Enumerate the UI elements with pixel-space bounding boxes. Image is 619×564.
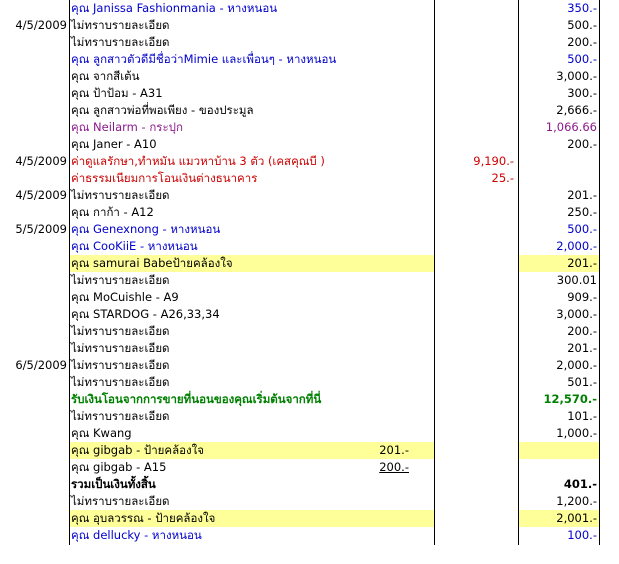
date-cell <box>0 527 69 544</box>
date-cell <box>0 255 69 272</box>
date-cell <box>0 510 69 527</box>
table-row <box>0 221 600 238</box>
amount-cell: 500.- <box>567 222 597 236</box>
description-cell: คุณ gibgab - A15 <box>71 460 167 474</box>
date-cell: 4/5/2009 <box>15 18 67 32</box>
amount-cell: 401.- <box>563 477 597 491</box>
table-row <box>0 0 600 17</box>
expense-cell <box>434 289 518 306</box>
date-cell <box>0 272 69 289</box>
amount-cell: 2,000.- <box>556 358 597 372</box>
expense-cell <box>434 255 518 272</box>
description-cell: ไม่ทราบรายละเอียด <box>71 375 170 389</box>
amount-cell: 101.- <box>567 409 597 423</box>
amount-cell: 201.- <box>567 341 597 355</box>
expense-cell <box>434 238 518 255</box>
table-row <box>0 340 600 357</box>
expense-cell <box>434 272 518 289</box>
expense-cell <box>434 408 518 425</box>
description-cell: คุณ Kwang <box>71 426 132 440</box>
description-cell: ไม่ทราบรายละเอียด <box>71 358 170 372</box>
expense-cell <box>434 323 518 340</box>
description-cell: รวมเป็นเงินทั้งสิ้น <box>71 477 156 491</box>
expense-cell <box>434 102 518 119</box>
expense-cell <box>434 68 518 85</box>
amount-cell: 2,666.- <box>556 103 597 117</box>
table-row <box>0 102 600 119</box>
date-cell <box>0 0 69 17</box>
expense-cell: 9,190.- <box>473 154 514 168</box>
description-cell: ไม่ทราบรายละเอียด <box>71 494 170 508</box>
description-cell: คุณ Neilarm - กระปุก <box>71 120 183 134</box>
expense-cell <box>434 357 518 374</box>
expense-cell <box>434 51 518 68</box>
table-row <box>0 187 600 204</box>
amount-cell: 1,066.66 <box>545 120 597 134</box>
date-cell <box>0 442 69 459</box>
description-cell: ไม่ทราบรายละเอียด <box>71 188 170 202</box>
amount-cell: 501.- <box>567 375 597 389</box>
date-cell <box>0 289 69 306</box>
table-row <box>0 85 600 102</box>
amount-cell: 2,000.- <box>556 239 597 253</box>
expense-cell <box>434 340 518 357</box>
amount-cell: 201.- <box>518 255 600 272</box>
table-row <box>0 119 600 136</box>
amount-cell: 12,570.- <box>543 392 597 406</box>
description-cell: คุณ CooKiiE - หางหนอน <box>71 239 198 253</box>
description-cell: ไม่ทราบรายละเอียด <box>71 273 170 287</box>
date-cell <box>0 68 69 85</box>
description-cell: คุณ Janissa Fashionmania - หางหนอน <box>71 1 278 15</box>
description-cell: คุณ STARDOG - A26,33,34 <box>71 307 220 321</box>
amount-cell <box>518 459 600 476</box>
expense-cell <box>434 85 518 102</box>
description-cell: ไม่ทราบรายละเอียด <box>71 409 170 423</box>
description-cell: คุณ Genexnong - หางหนอน <box>71 222 221 236</box>
date-cell <box>0 340 69 357</box>
date-cell <box>0 238 69 255</box>
date-cell <box>0 459 69 476</box>
date-cell <box>0 425 69 442</box>
amount-cell: 100.- <box>567 528 597 542</box>
table-row <box>0 510 600 527</box>
amount-cell: 1,000.- <box>556 426 597 440</box>
date-cell <box>0 476 69 493</box>
description-cell: คุณ อุบลวรรณ - ป้ายคล้องใจ <box>69 510 434 527</box>
description-cell: ไม่ทราบรายละเอียด <box>71 35 170 49</box>
amount-cell: 3,000.- <box>556 69 597 83</box>
description-cell: คุณ Janer - A10 <box>71 137 157 151</box>
expense-cell <box>434 0 518 17</box>
expense-cell <box>434 221 518 238</box>
expense-cell <box>434 442 518 459</box>
expense-cell <box>434 187 518 204</box>
description-cell: คุณ ป้าป้อม - A31 <box>71 86 163 100</box>
subtotal-cell: 201.- <box>379 443 409 457</box>
description-cell: ไม่ทราบรายละเอียด <box>71 341 170 355</box>
table-row <box>0 442 600 459</box>
date-cell <box>0 85 69 102</box>
column-divider <box>518 0 519 545</box>
table-row <box>0 17 600 34</box>
column-divider <box>599 0 600 545</box>
amount-cell: 2,001.- <box>518 510 600 527</box>
amount-cell: 500.- <box>567 18 597 32</box>
date-cell <box>0 170 69 187</box>
description-cell: คุณ กาก้า - A12 <box>71 205 154 219</box>
description-cell: คุณ จากสีเต้น <box>71 69 140 83</box>
amount-cell: 909.- <box>567 290 597 304</box>
expense-cell <box>434 510 518 527</box>
amount-cell <box>518 442 600 459</box>
table-row <box>0 34 600 51</box>
expense-cell <box>434 493 518 510</box>
expense-cell <box>434 459 518 476</box>
expense-cell: 25.- <box>491 171 514 185</box>
table-row <box>0 136 600 153</box>
description-cell: ไม่ทราบรายละเอียด <box>71 18 170 32</box>
expense-cell <box>434 476 518 493</box>
amount-cell: 201.- <box>567 188 597 202</box>
amount-cell: 300.- <box>567 86 597 100</box>
table-row <box>0 204 600 221</box>
date-cell <box>0 391 69 408</box>
amount-cell: 300.01 <box>556 273 597 287</box>
date-cell <box>0 323 69 340</box>
table-row <box>0 323 600 340</box>
table-row <box>0 408 600 425</box>
table-row <box>0 357 600 374</box>
description-cell: รับเงินโอนจากการขายที่นอนของคุณเริ่มต้นจากที่นี่ <box>71 392 322 406</box>
table-row <box>0 68 600 85</box>
table-row <box>0 527 600 544</box>
amount-cell: 1,200.- <box>556 494 597 508</box>
table-row <box>0 493 600 510</box>
description-cell: ค่าดูแลรักษา,ทำหมัน แมวหาบ้าน 3 ตัว (เคสคุณบี ) <box>71 154 325 168</box>
date-cell <box>0 408 69 425</box>
date-cell <box>0 204 69 221</box>
amount-cell: 350.- <box>567 1 597 15</box>
date-cell: 5/5/2009 <box>15 222 67 236</box>
date-cell <box>0 374 69 391</box>
description-cell: คุณ dellucky - หางหนอน <box>71 528 202 542</box>
table-row <box>0 306 600 323</box>
date-cell: 6/5/2009 <box>15 358 67 372</box>
expense-cell <box>434 34 518 51</box>
column-divider <box>69 0 70 545</box>
description-cell: คุณ ลูกสาวตัวดีมีชื่อว่าMimie และเพื่อนๆ - หางหนอน <box>71 52 337 66</box>
date-cell <box>0 493 69 510</box>
date-cell: 4/5/2009 <box>15 188 67 202</box>
table-row <box>0 272 600 289</box>
date-cell <box>0 51 69 68</box>
table-row <box>0 289 600 306</box>
date-cell <box>0 119 69 136</box>
expense-cell <box>434 306 518 323</box>
amount-cell <box>518 170 600 187</box>
table-row <box>0 374 600 391</box>
date-cell <box>0 102 69 119</box>
table-row <box>0 476 600 493</box>
amount-cell: 500.- <box>567 52 597 66</box>
amount-cell: 250.- <box>567 205 597 219</box>
expense-cell <box>434 204 518 221</box>
column-divider <box>434 0 435 545</box>
table-row <box>0 255 600 272</box>
amount-cell: 200.- <box>567 324 597 338</box>
description-cell: คุณ samurai Babeป้ายคล้องใจ <box>69 255 434 272</box>
description-cell: คุณ ลูกสาวพ่อที่พอเพียง - ของประมูล <box>71 103 254 117</box>
table-row <box>0 51 600 68</box>
expense-cell <box>434 374 518 391</box>
date-cell: 4/5/2009 <box>15 154 67 168</box>
date-cell <box>0 136 69 153</box>
expense-cell <box>434 17 518 34</box>
expense-cell <box>434 425 518 442</box>
description-cell: ค่าธรรมเนียมการโอนเงินต่างธนาคาร <box>71 171 258 185</box>
description-cell: ไม่ทราบรายละเอียด <box>71 324 170 338</box>
amount-cell: 3,000.- <box>556 307 597 321</box>
table-row <box>0 153 600 170</box>
table-row <box>0 459 600 476</box>
expense-cell <box>434 119 518 136</box>
table-row <box>0 391 600 408</box>
date-cell <box>0 306 69 323</box>
amount-cell <box>518 153 600 170</box>
expense-cell <box>434 527 518 544</box>
table-row <box>0 238 600 255</box>
expense-cell <box>434 391 518 408</box>
description-cell: คุณ gibgab - ป้ายคล้องใจ <box>69 442 434 459</box>
table-row <box>0 170 600 187</box>
amount-cell: 200.- <box>567 137 597 151</box>
amount-cell: 200.- <box>567 35 597 49</box>
expense-cell <box>434 136 518 153</box>
date-cell <box>0 34 69 51</box>
description-cell: คุณ MoCuishle - A9 <box>71 290 179 304</box>
subtotal-cell: 200.- <box>379 460 409 474</box>
table-row <box>0 425 600 442</box>
